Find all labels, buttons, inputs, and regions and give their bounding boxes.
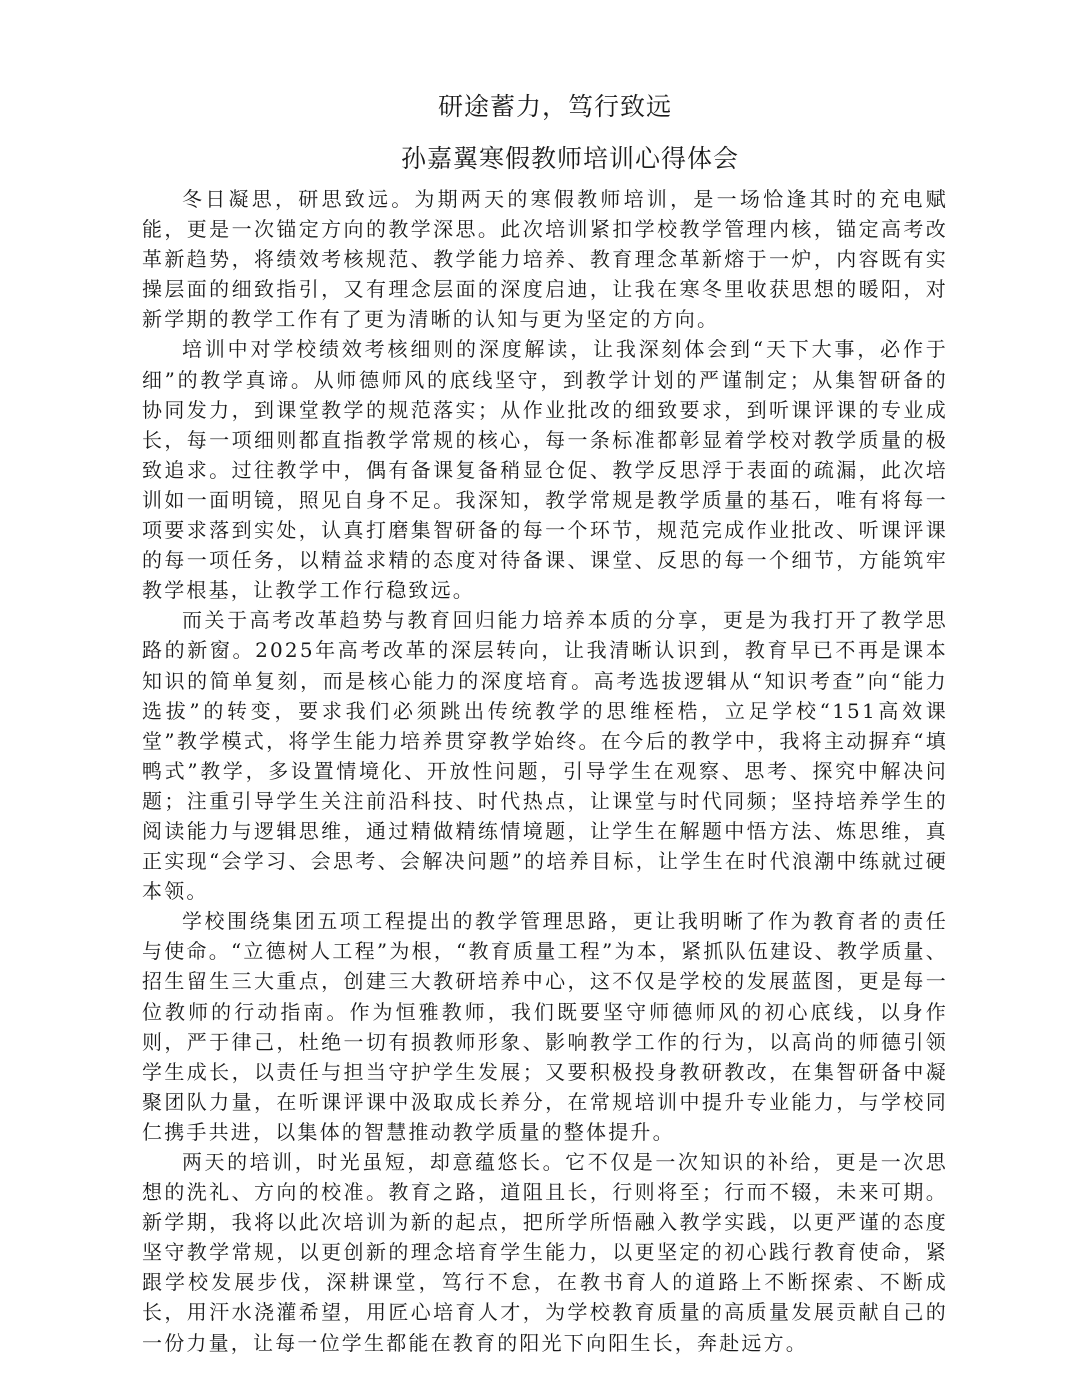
paragraph-intro: 冬日凝思，研思致远。为期两天的寒假教师培训，是一场恰逢其时的充电赋能，更是一次锚定方向的教学深思。此次培训紧扣学校教学管理内核，锚定高考改革新趋势，将绩效考核规范、教学能力培养、教育理念革新熔于一炉，内容既有实操层面的细致指引，又有理念层面的深度启迪，让我在寒冬里收获思想的暖阳，对新学期的教学工作有了更为清晰的认知与更为坚定的方向。 xyxy=(142,187,948,332)
paragraph-exam-reform: 而关于高考改革趋势与教育回归能力培养本质的分享，更是为我打开了教学思路的新窗。2025年高考改革的深层转向，让我清晰认识到，教育早已不再是课本知识的简单复刻，而是核心能力的深度培育。高考选拔逻辑从“知识考查”向“能力选拔”的转变，要求我们必须跳出传统教学的思维桎梏，立足学校“151高效课堂”教学模式，将学生能力培养贯穿教学始终。在今后的教学中，我将主动摒弃“填鸭式”教学，多设置情境化、开放性问题，引导学生在观察、思考、探究中解决问题；注重引导学生关注前沿科技、时代热点，让课堂与时代同频；坚持培养学生的阅读能力与逻辑思维，通过精做精练情境题，让学生在解题中悟方法、炼思维，真正实现“会学习、会思考、会解决问题”的培养目标，让学生在时代浪潮中练就过硬本领。 xyxy=(142,608,948,904)
document-body xyxy=(142,184,948,1358)
paragraph-performance-assessment: 培训中对学校绩效考核细则的深度解读，让我深刻体会到“天下大事，必作于细”的教学真谛。从师德师风的底线坚守，到教学计划的严谨制定；从集智研备的协同发力，到课堂教学的规范落实；从作业批改的细致要求，到听课评课的专业成长，每一项细则都直指教学常规的核心，每一条标准都彰显着学校对教学质量的极致追求。过往教学中，偶有备课复备稍显仓促、教学反思浮于表面的疏漏，此次培训如一面明镜，照见自身不足。我深知，教学常规是教学质量的基石，唯有将每一项要求落到实处，认真打磨集智研备的每一个环节，规范完成作业批改、听课评课的每一项任务，以精益求精的态度对待备课、课堂、反思的每一个细节，方能筑牢教学根基，让教学工作行稳致远。 xyxy=(142,337,948,603)
paragraph-conclusion: 两天的培训，时光虽短，却意蕴悠长。它不仅是一次知识的补给，更是一次思想的洗礼、方向的校准。教育之路，道阻且长，行则将至；行而不辍，未来可期。新学期，我将以此次培训为新的起点，把所学所悟融入教学实践，以更严谨的态度坚守教学常规，以更创新的理念培育学生能力，以更坚定的初心践行教育使命，紧跟学校发展步伐，深耕课堂，笃行不怠，在教书育人的道路上不断探索、不断成长，用汗水浇灌希望，用匠心培育人才，为学校教育质量的高质量发展贡献自己的一份力量，让每一位学生都能在教育的阳光下向阳生长，奔赴远方。 xyxy=(142,1150,948,1355)
document-title: 研途蓄力，笃行致远 xyxy=(437,92,672,121)
paragraph-school-management: 学校围绕集团五项工程提出的教学管理思路，更让我明晰了作为教育者的责任与使命。“立德树人工程”为根，“教育质量工程”为本，紧抓队伍建设、教学质量、招生留生三大重点，创建三大教研培养中心，这不仅是学校的发展蓝图，更是每一位教师的行动指南。作为恒雅教师，我们既要坚守师德师风的初心底线，以身作则，严于律己，杜绝一切有损教师形象、影响教学工作的行为，以高尚的师德引领学生成长，以责任与担当守护学生发展；又要积极投身教研教改，在集智研备中凝聚团队力量，在听课评课中汲取成长养分，在常规培训中提升专业能力，与学校同仁携手共进，以集体的智慧推动教学质量的整体提升。 xyxy=(142,909,948,1144)
document-subtitle: 孙嘉翼寒假教师培训心得体会 xyxy=(400,144,739,173)
